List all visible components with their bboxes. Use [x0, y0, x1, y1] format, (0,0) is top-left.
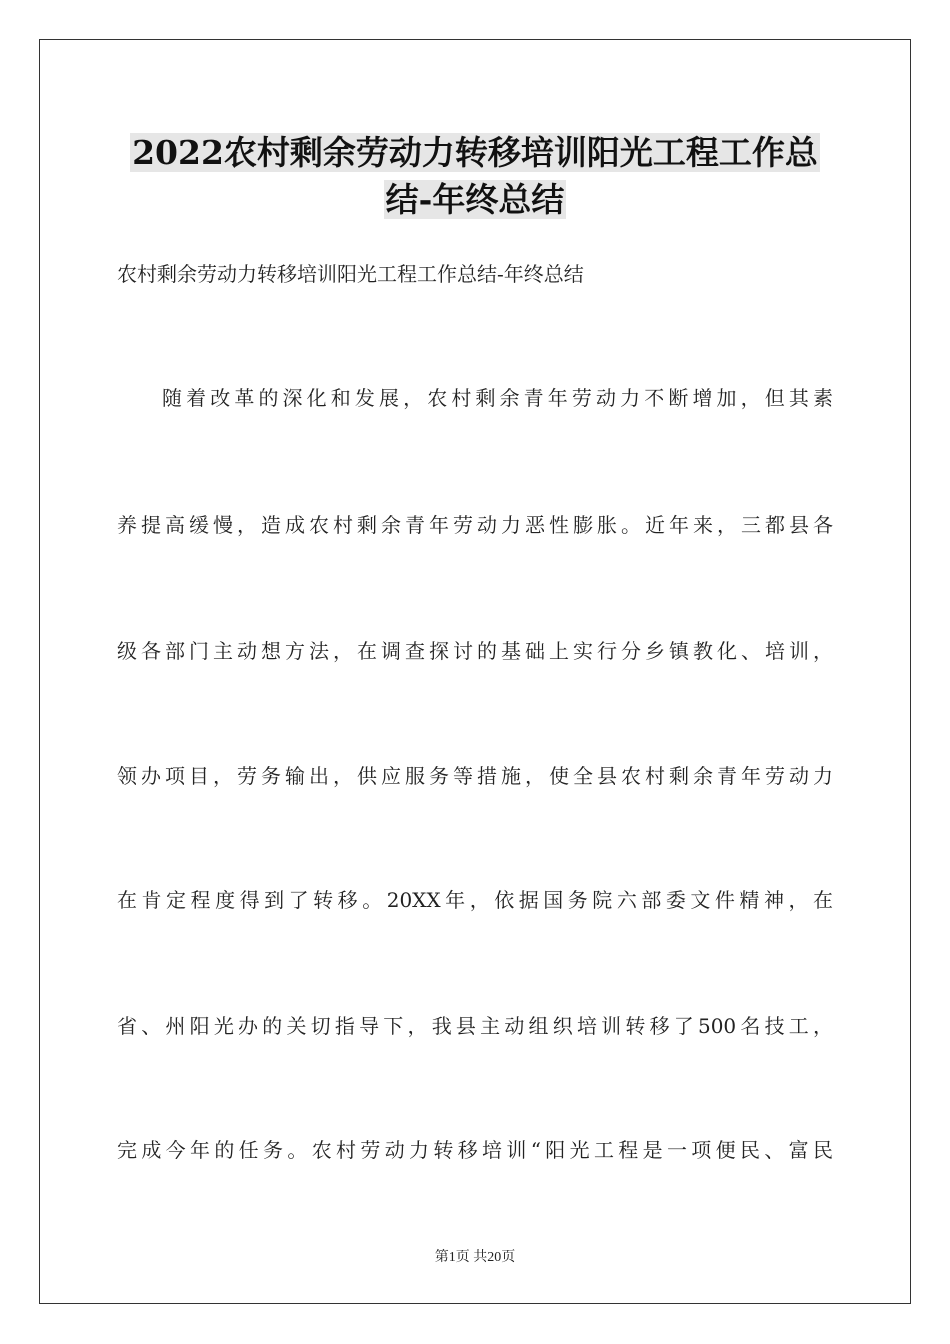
paragraph-line-7: 完成今年的任务。农村劳动力转移培训“阳光工程是一项便民、富民	[117, 1138, 833, 1162]
document-title-line-2	[0, 177, 950, 223]
document-subtitle: 农村剩余劳动力转移培训阳光工程工作总结-年终总结	[117, 262, 584, 286]
paragraph-line-3: 级各部门主动想方法，在调查探讨的基础上实行分乡镇教化、培训，	[117, 639, 833, 663]
title-text-2: 结-年终总结	[385, 180, 565, 219]
paragraph-line-4: 领办项目，劳务输出，供应服务等措施，使全县农村剩余青年劳动力	[117, 764, 833, 788]
paragraph-line-2: 养提高缓慢，造成农村剩余青年劳动力恶性膨胀。近年来，三都县各	[117, 513, 833, 537]
paragraph-line-5: 在肯定程度得到了转移。20XX年，依据国务院六部委文件精神，在	[117, 888, 833, 912]
paragraph-line-1: 随着改革的深化和发展，农村剩余青年劳动力不断增加，但其素	[162, 386, 833, 410]
paragraph-line-6: 省、州阳光办的关切指导下，我县主动组织培训转移了500名技工，	[117, 1014, 833, 1038]
page-footer: 第1页 共20页	[434, 1250, 516, 1265]
page-border	[39, 39, 911, 1304]
document-title-line-1	[0, 130, 950, 176]
title-text-1: 2022农村剩余劳动力转移培训阳光工程工作总	[132, 133, 818, 172]
